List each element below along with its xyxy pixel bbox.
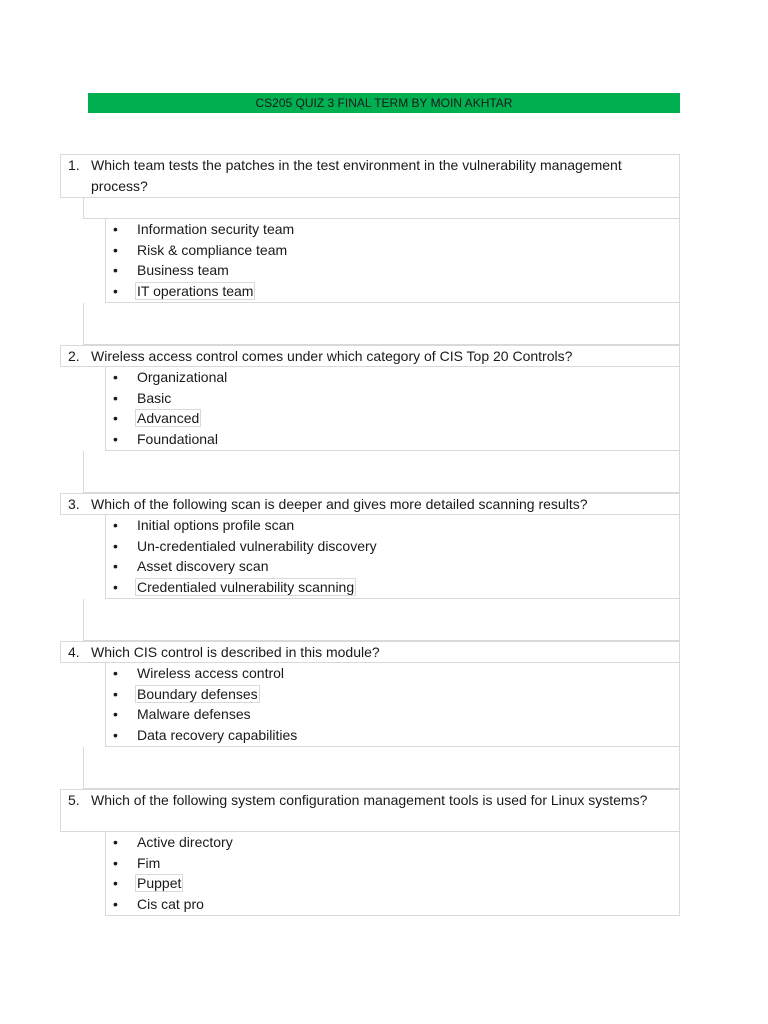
option-item (106, 429, 679, 450)
bullet-icon: • (113, 389, 118, 406)
question-number: 2. (68, 348, 80, 364)
question-number: 3. (68, 496, 80, 512)
bullet-icon: • (113, 410, 118, 427)
option-item (106, 556, 679, 577)
spacer-row (83, 747, 680, 789)
options-list-5 (105, 832, 680, 916)
options-list-4 (105, 663, 680, 747)
option-item (106, 219, 679, 240)
options-list-2 (105, 367, 680, 451)
option-text: Initial options profile scan (137, 517, 295, 533)
option-text: Wireless access control (137, 665, 285, 681)
option-text: Malware defenses (137, 706, 251, 723)
bullet-icon: • (113, 834, 118, 850)
option-text: Advanced (137, 410, 200, 427)
option-text: Foundational (137, 431, 218, 448)
bullet-icon: • (113, 517, 118, 533)
question-3 (60, 493, 680, 515)
option-text: Fim (137, 854, 161, 871)
option-text: Data recovery capabilities (137, 727, 298, 744)
bullet-icon: • (113, 854, 118, 871)
bullet-icon: • (113, 685, 118, 702)
question-4 (60, 641, 680, 663)
question-number: 4. (68, 644, 80, 660)
question-text: Which CIS control is described in this module? (91, 644, 380, 660)
option-text: Boundary defenses (137, 685, 258, 702)
option-item (106, 663, 679, 684)
question-1 (60, 154, 680, 198)
option-item (106, 240, 679, 261)
option-text: Business team (137, 262, 229, 279)
question-text: Which of the following scan is deeper and gives more detailed scanning results? (91, 496, 588, 512)
option-text: Basic (137, 389, 172, 406)
bullet-icon: • (113, 262, 118, 279)
options-list-3 (105, 515, 680, 599)
option-item (106, 853, 679, 874)
option-text: Credentialed vulnerability scanning (137, 579, 355, 596)
question-text: Which of the following system configuration management tools is used for Linux systems? (91, 792, 648, 808)
option-text: Puppet (137, 875, 182, 892)
option-item (106, 684, 679, 705)
bullet-icon: • (113, 369, 118, 385)
bullet-icon: • (113, 241, 118, 258)
bullet-icon: • (113, 706, 118, 723)
bullet-icon: • (113, 875, 118, 892)
option-item (106, 408, 679, 429)
question-5 (60, 789, 680, 832)
option-text: Un-credentialed vulnerability discovery (137, 537, 377, 554)
option-item (106, 577, 679, 598)
question-2 (60, 345, 680, 367)
bullet-icon: • (113, 579, 118, 596)
option-item (106, 873, 679, 894)
option-item (106, 367, 679, 388)
option-text: Active directory (137, 834, 233, 850)
option-text: Cis cat pro (137, 896, 204, 913)
option-item (106, 704, 679, 725)
option-item (106, 260, 679, 281)
spacer-row (83, 198, 680, 219)
question-number: 1. (68, 157, 80, 173)
option-item (106, 515, 679, 536)
bullet-icon: • (113, 727, 118, 744)
option-item (106, 894, 679, 915)
bullet-icon: • (113, 896, 118, 913)
bullet-icon: • (113, 221, 118, 237)
option-item (106, 388, 679, 409)
spacer-row (83, 451, 680, 493)
option-text: Organizational (137, 369, 228, 385)
option-item (106, 281, 679, 302)
bullet-icon: • (113, 558, 118, 575)
option-text: IT operations team (137, 283, 254, 300)
bullet-icon: • (113, 665, 118, 681)
option-item (106, 536, 679, 557)
spacer-row (83, 303, 680, 345)
option-item (106, 725, 679, 746)
option-text: Risk & compliance team (137, 241, 288, 258)
bullet-icon: • (113, 431, 118, 448)
question-text: Wireless access control comes under which category of CIS Top 20 Controls? (91, 348, 573, 364)
question-text: Which team tests the patches in the test environment in the vulnerability management process? (91, 157, 622, 194)
bullet-icon: • (113, 537, 118, 554)
options-list-1 (105, 219, 680, 303)
document-title: CS205 QUIZ 3 FINAL TERM BY MOIN AKHTAR (88, 93, 680, 113)
option-text: Information security team (137, 221, 295, 237)
spacer-row (83, 599, 680, 641)
question-number: 5. (68, 792, 80, 808)
option-text: Asset discovery scan (137, 558, 269, 575)
option-item (106, 832, 679, 853)
bullet-icon: • (113, 283, 118, 300)
